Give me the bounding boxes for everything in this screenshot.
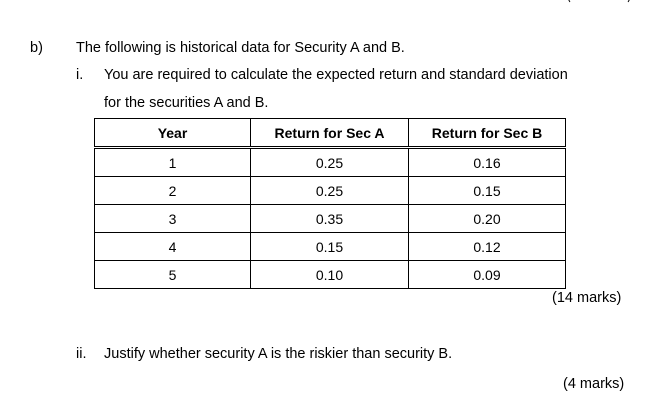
- cell-year: 4: [95, 233, 251, 261]
- cell-return-b: 0.20: [409, 205, 566, 233]
- cell-return-a: 0.25: [251, 148, 409, 177]
- cell-year: 1: [95, 148, 251, 177]
- cell-return-b: 0.12: [409, 233, 566, 261]
- table-row: [95, 261, 566, 289]
- table-row: [95, 177, 566, 205]
- intro-text: The following is historical data for Security A and B.: [76, 40, 405, 56]
- cell-year: 2: [95, 177, 251, 205]
- sub-question-i-text-line1: You are required to calculate the expected return and standard deviation: [104, 67, 568, 83]
- sub-question-ii-marks: (4 marks): [563, 376, 625, 392]
- returns-table: [94, 118, 566, 289]
- sub-question-ii-text: Justify whether security A is the riskier than security B.: [104, 346, 453, 362]
- part-label: b): [30, 40, 43, 56]
- table-row: [95, 205, 566, 233]
- cell-return-b: 0.09: [409, 261, 566, 289]
- cell-return-a: 0.25: [251, 177, 409, 205]
- header-return-sec-a: Return for Sec A: [251, 119, 409, 148]
- cell-return-a: 0.15: [251, 233, 409, 261]
- cell-year: 3: [95, 205, 251, 233]
- sub-question-i-number: i.: [76, 67, 84, 83]
- table-header-row: [95, 119, 566, 148]
- header-year: Year: [95, 119, 251, 148]
- cell-year: 5: [95, 261, 251, 289]
- header-return-sec-b: Return for Sec B: [409, 119, 566, 148]
- sub-question-i-marks: (14 marks): [552, 290, 622, 306]
- cell-return-a: 0.10: [251, 261, 409, 289]
- cell-return-b: 0.15: [409, 177, 566, 205]
- cell-return-b: 0.16: [409, 148, 566, 177]
- table-row: [95, 148, 566, 177]
- cropped-marks-fragment: [566, 0, 636, 11]
- cell-return-a: 0.35: [251, 205, 409, 233]
- sub-question-ii-number: ii.: [76, 346, 87, 362]
- sub-question-i-text-line2: for the securities A and B.: [104, 95, 269, 111]
- table-row: [95, 233, 566, 261]
